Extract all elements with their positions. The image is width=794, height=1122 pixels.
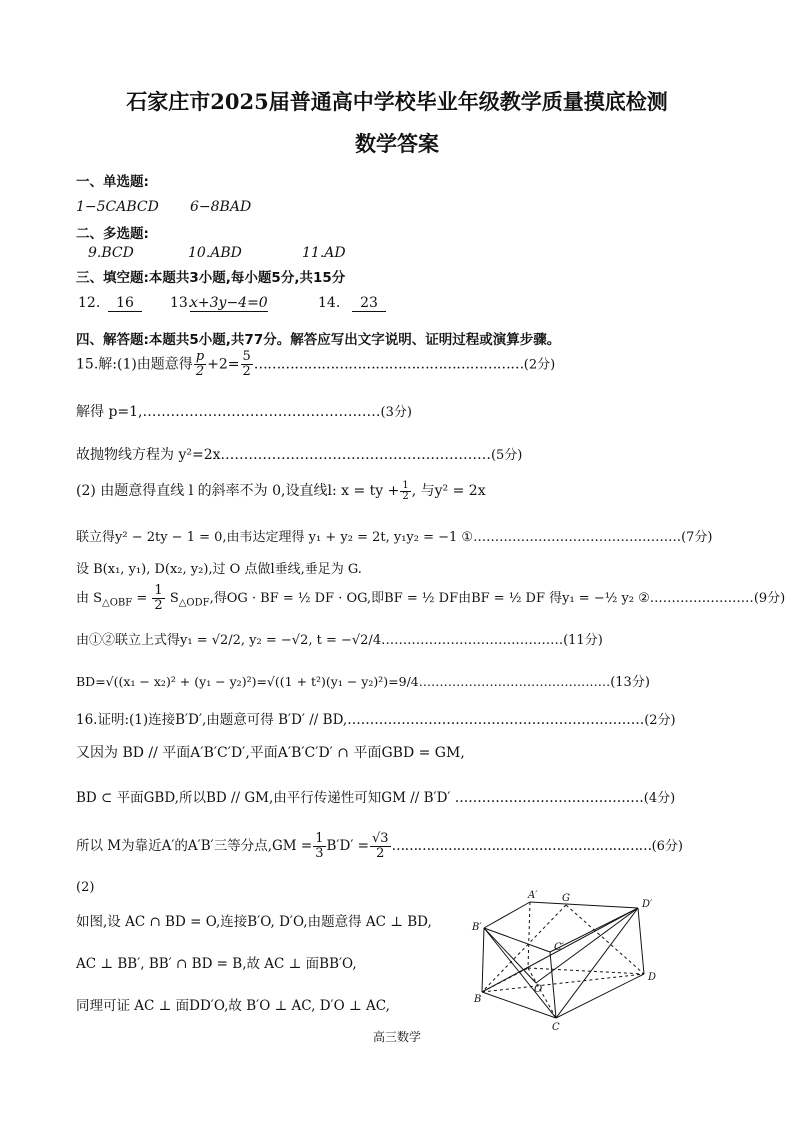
q12-label: 12.	[78, 295, 101, 311]
q15-line2: 解得 p=1,……………………………………………(3分)	[76, 404, 412, 420]
q16-line5: (2)	[76, 880, 95, 895]
label-g: G	[562, 893, 570, 904]
q13-answer: x+3y−4=0	[190, 295, 268, 311]
page-title: 石家庄市2025届普通高中学校毕业年级教学质量摸底检测	[126, 89, 668, 114]
answer-11: 11.AD	[302, 245, 346, 261]
q16-line8: 同理可证 AC ⊥ 面DD′O,故 B′O ⊥ AC, D′O ⊥ AC,	[76, 998, 390, 1014]
q15-line1: 15.解:(1)由题意得 $\frac{p}{2}$ +2= $\frac{5}{2}$ ……………………………………………………(2分)	[76, 349, 556, 379]
label-o: O	[534, 984, 543, 995]
q13-label: 13.	[170, 295, 193, 311]
section-fill-blank: 三、填空题:本题共3小题,每小题5分,共15分	[76, 270, 346, 286]
label-a-prime: A′	[528, 890, 538, 901]
label-c-prime: C′	[554, 942, 564, 953]
label-b-prime: B′	[472, 922, 482, 933]
label-d-prime: D′	[642, 899, 653, 910]
q16-line7: AC ⊥ BB′, BB′ ∩ BD = B,故 AC ⊥ 面BB′O,	[76, 956, 357, 972]
q15-line5: 联立得y² − 2ty − 1 = 0,由韦达定理得 y₁ + y₂ = 2t, y₁y₂ = −1 ①…………………………………………(7分)	[76, 530, 713, 545]
label-c: C	[552, 1022, 560, 1033]
q15-line9: BD=√((x₁ − x₂)² + (y₁ − y₂)²)=√((1 + t²)(y₁ − y₂)²)=9/4.………………………………………(13分)	[76, 674, 650, 690]
prism-figure	[470, 888, 670, 1034]
page-footer: 高三数学	[372, 1030, 421, 1044]
q16-line3: BD ⊂ 平面GBD,所以BD // GM,由平行传递性可知GM // B′D′ ……………………………………(4分)	[76, 790, 676, 806]
q12-answer: 16	[108, 295, 142, 312]
q14-label: 14.	[318, 295, 341, 311]
single-choice-answers-a: 1−5CABCD	[76, 199, 159, 215]
section-solutions: 四、解答题:本题共5小题,共77分。解答应写出文字说明、证明过程或演算步骤。	[76, 332, 561, 348]
q16-line1: 16.证明:(1)连接B′D′,由题意可得 B′D′ // BD,…………………………………………………………(2分)	[76, 712, 676, 728]
q15-line7: 由 $S_{\triangle OBF}$ = $\frac{1}{2}$ $S_{\triangle ODF}$,得OG · BF = ½ DF · OG,即BF = ½ DF由BF = ½ DF 得y₁ = −½ y₂ ②……………………(9分)	[76, 583, 786, 613]
q16-line2: 又因为 BD // 平面A′B′C′D′,平面A′B′C′D′ ∩ 平面GBD = GM,	[76, 745, 465, 761]
label-b: B	[474, 994, 482, 1005]
q14-answer: 23	[352, 295, 386, 312]
answer-10: 10.ABD	[188, 245, 242, 261]
q15-line8: 由①②联立上式得y₁ = √2/2, y₂ = −√2, t = −√2/4……………………………………(11分)	[76, 633, 603, 648]
section-multi-choice: 二、多选题:	[76, 226, 149, 242]
q16-line4: 所以 M为靠近A′的A′B′三等分点,GM = $\frac{1}{3}$ B′D′ = $\frac{√3}{2}$ ……………………………………………………(6分)	[76, 831, 683, 861]
label-d: D	[648, 972, 657, 983]
q15-line6: 设 B(x₁, y₁), D(x₂, y₂),过 O 点做l垂线,垂足为 G.	[76, 562, 362, 577]
answer-9: 9.BCD	[88, 245, 134, 261]
q15-line3: 故抛物线方程为 y²=2x.…………………………………………………(5分)	[76, 447, 523, 463]
single-choice-answers-b: 6−8BAD	[190, 199, 252, 215]
section-single-choice: 一、单选题:	[76, 174, 149, 190]
q15-line4: (2) 由题意得直线 l 的斜率不为 0,设直线l: x = ty + $\frac{1}{2}$ , 与y² = 2x	[76, 479, 486, 502]
page-subtitle: 数学答案	[355, 131, 439, 156]
q16-line6: 如图,设 AC ∩ BD = O,连接B′O, D′O,由题意得 AC ⊥ BD,	[76, 914, 432, 930]
